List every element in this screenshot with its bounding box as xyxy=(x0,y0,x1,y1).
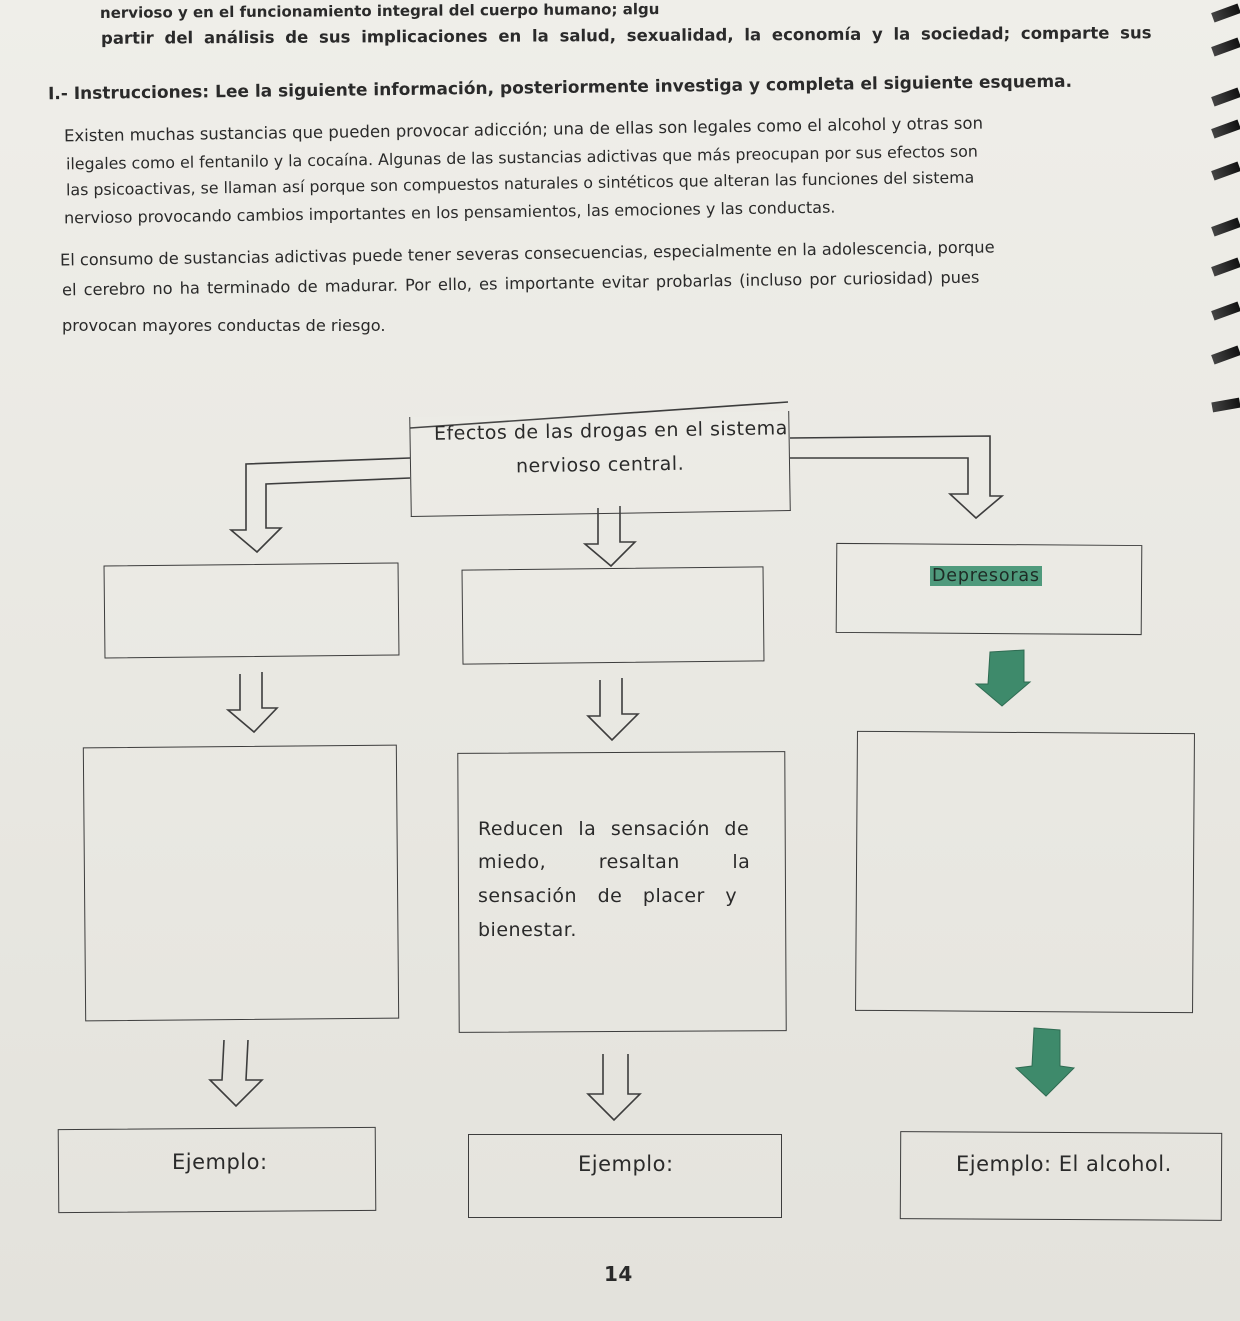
arrow-middle-effect xyxy=(588,678,638,740)
example-middle-text: Ejemplo: xyxy=(578,1152,674,1176)
intro-line-2: partir del análisis de sus implicaciones en la salud, sexualidad, la economía y la sociedad; comparte sus xyxy=(100,23,1152,48)
category-box-right xyxy=(836,543,1143,635)
category-box-middle xyxy=(462,566,765,664)
paragraph-2-line-3: provocan mayores conductas de riesgo. xyxy=(62,316,386,335)
effect-box-right xyxy=(855,731,1195,1013)
effect-middle-line-3: sensación de placer y xyxy=(478,885,738,907)
paragraph-1-line-1: Existen muchas sustancias que pueden provocar adicción; una de ellas son legales como el alcohol y otras son xyxy=(63,113,984,146)
arrow-root-middle xyxy=(585,506,635,566)
paragraph-2-line-1: El consumo de sustancias adictivas puede tener severas consecuencias, especialmente en la adolescencia, porque xyxy=(59,237,995,270)
category-right-text: Depresoras xyxy=(932,566,1040,586)
connector-right xyxy=(790,436,1002,518)
effect-middle-line-1: Reducen la sensación de xyxy=(478,818,750,840)
arrow-left-effect xyxy=(228,672,277,732)
arrow-middle-example xyxy=(588,1054,640,1120)
green-arrow-depresoras-effect xyxy=(1016,1028,1074,1096)
paragraph-1-line-3: las psicoactivas, se llaman así porque son compuestos naturales o sintéticos que alteran las funciones del sistema xyxy=(65,167,975,200)
root-text-line-1: Efectos de las drogas en el sistema xyxy=(433,417,789,445)
instructions: I.- Instrucciones: Lee la siguiente información, posteriormente investiga y completa el siguiente esquema. xyxy=(47,71,1073,105)
intro-line-1: nervioso y en el funcionamiento integral del cuerpo humano; algu xyxy=(99,0,660,22)
effect-middle-line-4: bienestar. xyxy=(478,919,577,941)
paragraph-1-line-4: nervioso provocando cambios importantes en los pensamientos, las emociones y las conductas. xyxy=(63,197,836,228)
example-left-text: Ejemplo: xyxy=(172,1150,268,1174)
example-box-right xyxy=(900,1131,1222,1221)
arrow-left-example xyxy=(210,1040,262,1106)
example-right-text: Ejemplo: El alcohol. xyxy=(956,1152,1172,1176)
paragraph-1-line-2: ilegales como el fentanilo y la cocaína. Algunas de las sustancias adictivas que más preocupan por sus efectos son xyxy=(65,141,978,174)
category-box-left xyxy=(104,562,400,658)
page-number: 14 xyxy=(604,1262,633,1286)
connector-left xyxy=(231,458,410,552)
example-box-middle xyxy=(468,1134,782,1218)
green-arrow-depresoras xyxy=(976,650,1030,706)
effect-box-left xyxy=(83,745,399,1022)
effect-middle-line-2: miedo, resaltan la xyxy=(478,851,751,873)
root-text-line-2: nervioso central. xyxy=(515,452,685,478)
paragraph-2-line-2: el cerebro no ha terminado de madurar. Por ello, es importante evitar probarlas (incluso por curiosidad) pues xyxy=(61,267,980,300)
